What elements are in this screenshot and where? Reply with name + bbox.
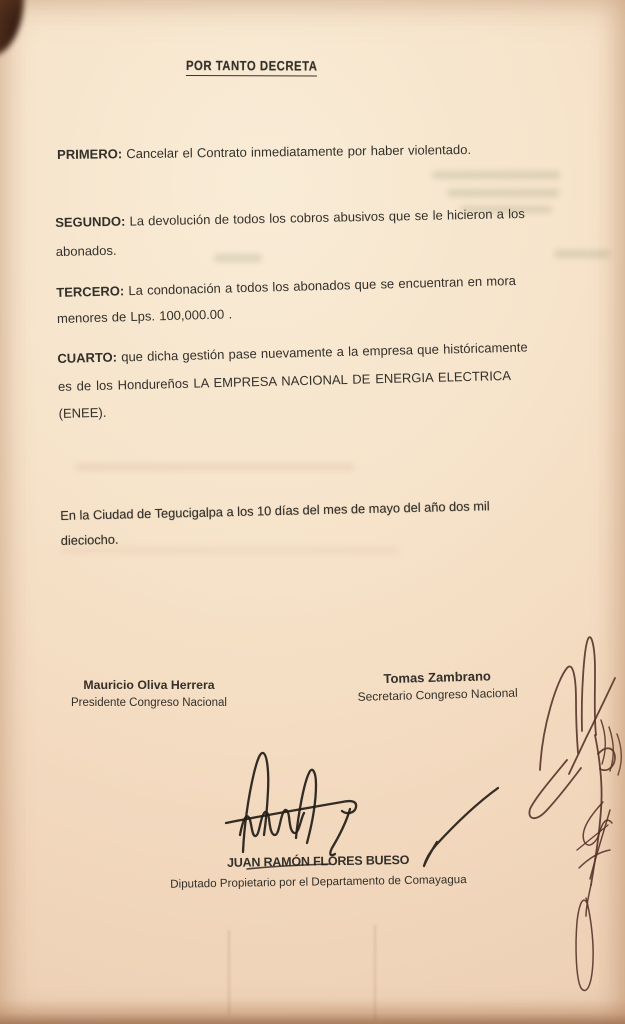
article-label: TERCERO: — [56, 283, 125, 300]
bleed-through-mark — [554, 250, 610, 258]
signer-name: Tomas Zambrano — [383, 668, 492, 687]
article-primero — [57, 140, 471, 165]
article-text: La devolución de todos los cobros abusivos que se le hicieron a los — [129, 205, 525, 229]
article-tercero — [56, 268, 517, 332]
photo-background-corner — [0, 0, 24, 56]
signer-president — [68, 677, 230, 711]
article-text: es de los Hondureños LA EMPRESA NACIONAL DE ENERGIA ELECTRICA — [57, 367, 512, 394]
dateline — [60, 494, 490, 553]
article-label: SEGUNDO: — [55, 213, 126, 230]
bleed-through-mark — [432, 171, 560, 179]
article-label: PRIMERO: — [57, 146, 123, 162]
dateline-line: dieciocho. — [60, 531, 119, 548]
bleed-through-mark — [447, 189, 559, 197]
article-cuarto — [57, 334, 528, 428]
article-label: CUARTO: — [57, 349, 118, 366]
signer-title: Secretario Congreso Nacional — [357, 685, 518, 704]
signer-secretary — [352, 668, 523, 705]
article-text: Cancelar el Contrato inmediatamente por haber violentado. — [126, 141, 472, 162]
signer-title: Presidente Congreso Nacional — [71, 697, 227, 709]
dateline-line: En la Ciudad de Tegucigalpa a los 10 días del mes de mayo del año dos mil — [60, 498, 490, 523]
signature-right-margin-ink — [515, 598, 625, 1024]
article-text: menores de Lps. 100,000.00 . — [56, 306, 233, 326]
article-segundo — [55, 200, 525, 266]
signer-name: JUAN RAMÓN FLORES BUESO — [226, 852, 410, 870]
article-text: La condonación a todos los abonados que se encuentran en mora — [128, 272, 517, 299]
signer-title: Diputado Propietario por el Departamento de Comayagua — [170, 873, 467, 891]
decree-title: POR TANTO DECRETA — [186, 58, 317, 77]
article-text: (ENEE). — [58, 404, 107, 421]
signer-name: Mauricio Oliva Herrera — [83, 678, 215, 692]
bleed-through-mark — [75, 463, 355, 471]
signature-deputy-ink — [160, 723, 520, 883]
article-text: abonados. — [55, 242, 117, 259]
article-text: que dicha gestión pase nuevamente a la empresa que históricamente — [121, 339, 528, 365]
